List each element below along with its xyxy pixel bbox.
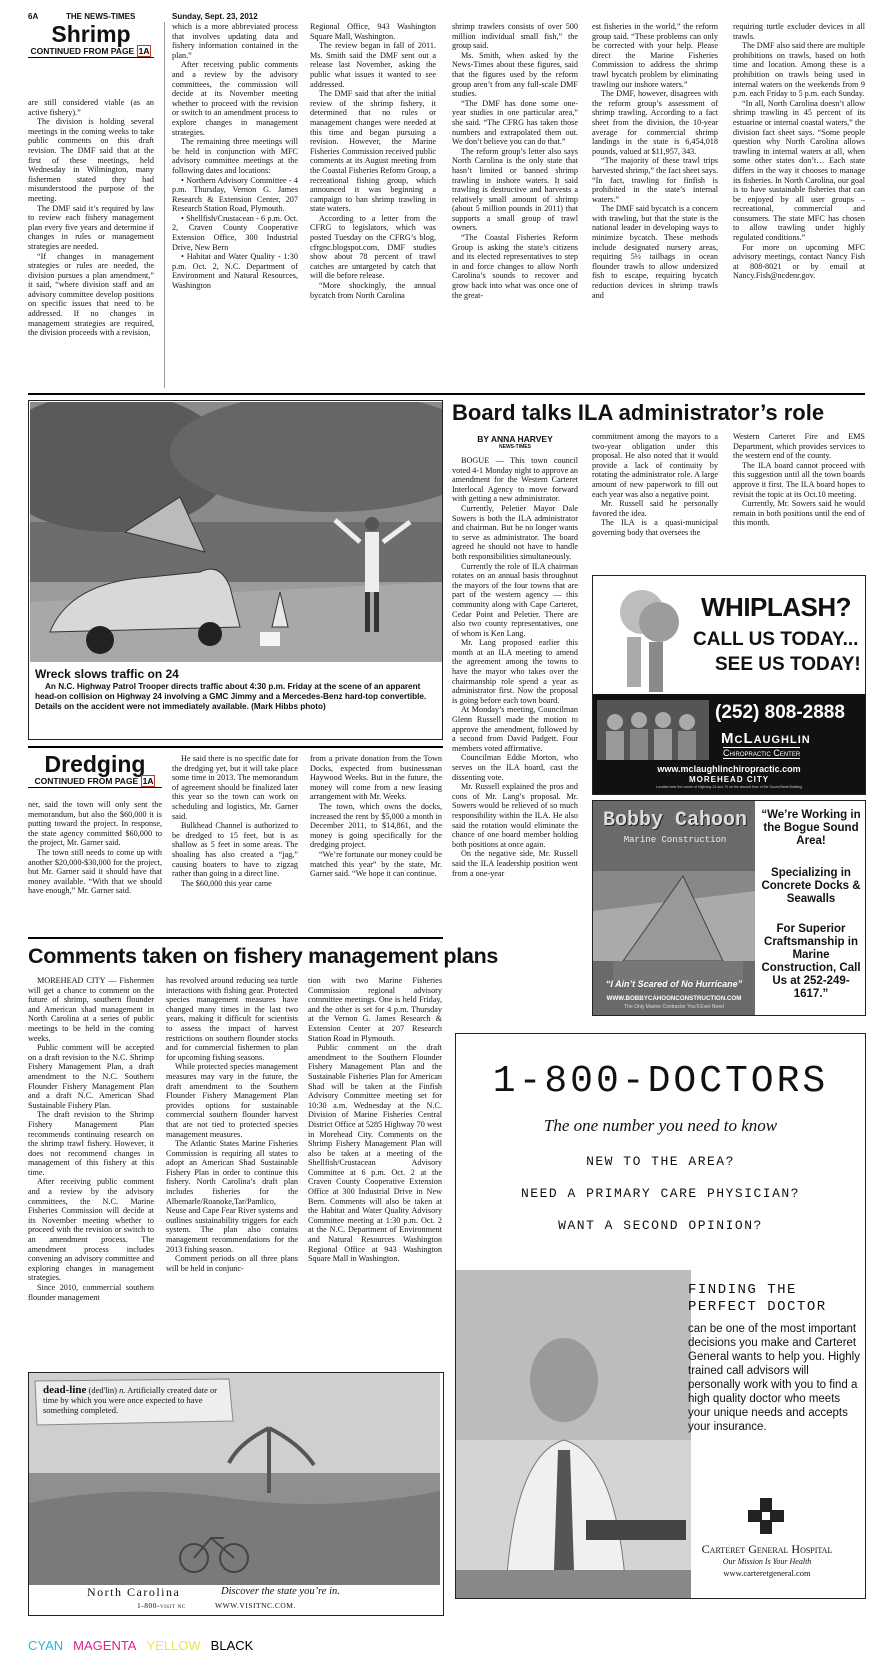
cahoon-sub: Marine Construction: [623, 835, 727, 845]
section-rule: [28, 937, 443, 939]
skeleton-illustration: [597, 582, 697, 697]
cahoon-name: Bobby Cahoon: [602, 809, 748, 832]
visitnc-slogan: Discover the state you’re in.: [221, 1586, 340, 1597]
shrimp-continued: CONTINUED FROM PAGE 1A: [28, 46, 154, 58]
shrimp-col-5: est fisheries in the world,” the reform group said. “These problems can only be corrected with your help. Please direct the Marine Fisheries Commission to address the shrimp trawl bycatch problem by eliminating trawling our inshore waters.” The DMF, however, disagrees with the reform group’s assessment of shrimp trawling. According to a fact sheet from the division, the 10-year average for commercial shrimp landings in the state is 6,454,018 pounds, valued at $11,957, 343. “The majority of these trawl trips harvested shrimp,” the fact sheet says. “In fact, trawling for finfish is prohibited in the state’s internal waters.” The DMF said bycatch is a concern with trawling, but that the state is the national leader in developing ways to minimize bycatch. These methods include designated nursery areas, requiring 5½ tailbags in ocean flounder trawls to allow undersized fish to escape, requiring bycatch reduction devices in shrimp trawls and: [592, 22, 718, 300]
doctors-body: can be one of the most important decisions you make and Carteret General wants to help you. Highly trained call advisors will personally work with you to find a high quality doctor who meets your unique needs and accepts your insurance.: [688, 1323, 860, 1433]
shrimp-col-2: which is a more abbreviated process that involves updating data and fishery information contained in the plan.” After receiving public comments and a review by the advisory committees, the commission will decide at its November meeting whether to proceed with the revision or switch to an amendment process to explore changes in management strategies. The remaining three meetings will be held in conjunction with MFC advisory committee meetings at the following dates and locations: • Northern Advisory Committee - 4 p.m. Thursday, Vernon G. James Research & Extension Center, 207 Research Station Road, Plymouth. • Shellfish/Crustacean - 6 p.m. Oct. 2, Craven County Cooperative Extension Office, 300 Industrial Drive, New Bern • Habitat and Water Quality - 1:30 p.m. Oct. 2, N.C. Department of Environment and Natural Resources, Washington: [172, 22, 298, 291]
wreck-caption: An N.C. Highway Patrol Trooper directs traffic about 4:30 p.m. Friday at the scene of an apparent head-on collision on Highway 24 involving a GMC Jimmy and a Mercedes-Benz hard-top convertible. Details on the accident were not immediately available. (Mark Hibbs photo): [35, 682, 427, 711]
visitnc-phone[interactable]: 1-800-visit nc: [137, 1601, 186, 1610]
page-number: 6A: [28, 12, 39, 21]
color-black: BLACK: [210, 1638, 254, 1653]
doctor-photo: [456, 1270, 691, 1598]
dredging-col-3: from a private donation from the Town Docks, expected from businessman Haywood Weeks. But in the future, the money will come from a new leasing arrangement with Mr. Weeks. The town, which owns the docks, increased the rent by $5,000 a month in December 2011, to $14,861, and the money is going specifically for the dredging project. “We’re fortunate our money could be matched this year” by the state, Mr. Garner said. “We hope it can continue.: [310, 754, 442, 879]
shrimp-title: Shrimp: [51, 21, 131, 47]
mclaughlin-city: MOREHEAD CITY: [688, 775, 770, 784]
color-bar: [28, 1638, 253, 1653]
whiplash-phone[interactable]: (252) 808-2888: [715, 702, 845, 723]
shrimp-col-1: are still considered viable (as an active fishery).” The division is holding several meetings in the coming weeks to take public comments on this draft revision. The DMF said that at the first of these meetings, held Wednesday in Wilmington, many fishermen stated they had misunderstood the purpose of the meeting. The DMF said it’s required by law to review each fishery management plan every five years and determine if changes in rules or management strategies are needed. “If changes in management strategies or rules are needed, the division pursues a plan amendment,” it said, “where division staff and an advisory committee develop positions on specific issues that need to be addressed. If no changes in management strategies are required, the division proceeds with a revision,: [28, 98, 154, 338]
cahoon-tagline: The Only Marine Contractor You’ll Ever Need: [624, 1004, 724, 1010]
hospital-name: Carteret General Hospital: [701, 1542, 833, 1556]
staff-photo: [597, 700, 709, 760]
definition-word: dead-line: [43, 1384, 87, 1396]
definition-block: [43, 1385, 233, 1415]
section-rule: [28, 746, 443, 748]
definition-pos: n.: [119, 1385, 126, 1395]
wreck-photo: [30, 402, 442, 662]
dredging-col-2: He said there is no specific date for the dredging yet, but it will take place some time in 2013. The memorandum of agreement should be finalized later this year so the town can work on scheduling and logistics, Mr. Garner said. Bulkhead Channel is authorized to be dredged to 15 feet, but is as shallow as 5 feet in some areas. The shoaling has also created a “jag,” causing boaters to have to zigzag rather than going in a direct line. The $60,000 this year came: [172, 754, 298, 888]
cahoon-text-2: Specializing in Concrete Docks & Seawalls: [761, 867, 861, 905]
mclaughlin-url[interactable]: www.mclaughlinchiropractic.com: [657, 764, 801, 774]
whiplash-headline: WHIPLASH?: [701, 592, 852, 622]
shrimp-page-ref[interactable]: 1A: [138, 46, 150, 56]
shrimp-col-4: shrimp trawlers consists of over 500 million individual small fish,” the group said. Ms. Smith, when asked by the News-Times about these figures, said that the figures used by the reform group aren’t from any full-scale DMF studies. “The DMF has done some one-year studies in one particular area,” she said. “The CFRG has taken those numbers and extrapolated them out. We don’t believe you can do that.” The reform group’s letter also says North Carolina is the only state that hasn’t limited or banned shrimp trawling in inshore waters. It said trawling is destructive and harvests a relatively small amount of shrimp (about 5 million pounds in 2011) that supports a small group of trawl owners. “The Coastal Fisheries Reform Group is asking the state’s citizens and its elected representatives to step in and force changes to allow North Carolina’s sounds to recover and grow back into what was once one of the great-: [452, 22, 578, 300]
color-cyan: CYAN: [28, 1638, 64, 1653]
cahoon-slogan: “I Ain’t Scared of No Hurricane”: [605, 979, 743, 989]
whiplash-ad[interactable]: [592, 575, 866, 795]
fishery-col-2: has revolved around reducing sea turtle interactions with fishing gear. Protected species management measures have changed many times in the last two years, making it difficult for scientists to assess the impact of harvest restrictions on southern flounder stocks and for commercial fishermen to plan for upcoming fishing seasons. While protected species management measures may vary in the future, the draft amendment to the Southern Flounder Fishery Management Plan provides options for sustainable commercial southern flounder harvest that are not tied to protected species management measures. The Atlantic States Marine Fisheries Commission is requiring all states to adopt an American Shad Sustainable Fishery Plan in order to continue this fishery. North Carolina’s draft plan includes fisheries for the Albemarle/Roanoke,Tar/Pamlico, Neuse and Cape Fear River systems and outlines sustainability triggers for each system. The plan also contains management recommendations for the 2013 fishing season. Comment periods on all three plans will be held in conjunc-: [166, 976, 298, 1273]
shrimp-col-3: Regional Office, 943 Washington Square Mall, Washington. The review began in fall of 2011. Ms. Smith said the DMF sent out a release last November, asking the public what issues it wanted to see addressed. The DMF said that after the initial review of the shrimp fishery, it determined that no rules or management changes were needed at this time and began pursuing a revision. However, the Marine Fisheries Commission received public comments at its August meeting from the Coastal Fisheries Reform Group, a recreational fishing group, which announced it was beginning a campaign to ban shrimp trawling in state waters. According to a letter from the CFRG to legislators, which was posted Tuesday on the CFRG’s blog, cfrgnc.blogspot.com, DMF studies show about 78 percent of trawl catches are untargeted by catch that will die before release. “More shockingly, the annual bycatch from North Carolina: [310, 22, 436, 300]
whiplash-line-2: CALL US TODAY...: [693, 629, 859, 650]
shrimp-jump-head: [28, 22, 154, 58]
fishery-col-3: tion with two Marine Fisheries Commission regional advisory committee meetings. One is held Friday, and the other is set for 4 p.m. Thursday at the Vernon G. James Research & Extension Center at 207 Research Station Road in Plymouth. Public comment on the draft amendment to the Southern Flounder Fishery Management Plan and the Sustainable Fisheries Plan for American Shad will be taken at the Finfish Advisory Committee meeting set for 10:30 a.m. Wednesday at the N.C. Division of Marine Fisheries Central District Office at 5285 Highway 70 west in Morehead City. Comments on the Shrimp Fishery Management Plan will also be taken at a meeting of the Shellfish/Crustacean Advisory Committee at 6 p.m. Oct. 2 at the Craven County Cooperative Extension Office at 300 Industrial Drive in New Bern. Comments will also be taken at the Habitat and Water Quality Advisory Committee meeting at 1:30 p.m. Oct. 2 at the N.C. Department of Environment and Natural Resources Washington Regional Office at 943 Washington Square Mall in Washington.: [308, 976, 442, 1264]
doctors-headline: 1-800-DOCTORS: [492, 1060, 829, 1103]
wreck-photo-box: [28, 400, 443, 740]
mclaughlin-sub: Chiropractic Center: [723, 748, 801, 758]
board-col-2: commitment among the mayors to a two-year obligation under this proposal. He also noted that it would provide a lack of continuity by rotating the administrator role. A large amount of new paperwork to fill out each year was also a negative point. Mr. Russell said he personally favored the idea. The ILA is a quasi-municipal governing body that oversees the: [592, 432, 718, 537]
dredging-continued: CONTINUED FROM PAGE 1A: [28, 776, 162, 788]
section-rule: [28, 393, 865, 395]
board-staff: NEWS-TIMES: [499, 444, 531, 450]
cahoon-text-3: For Superior Craftsmanship in Marine Construction, Call Us at 252-249-1617.”: [761, 923, 861, 1000]
doctors-q2: NEED A PRIMARY CARE PHYSICIAN?: [520, 1186, 801, 1201]
dredging-page-ref[interactable]: 1A: [142, 776, 154, 786]
board-col-3: Western Carteret Fire and EMS Department, which provides services to the western end of the county. The ILA board cannot proceed with this suggestion until all the town boards approve it first. The ILA board hopes to revisit the topic at its Oct.10 meeting. Currently, Mr. Sowers said he would remain in both positions until the end of this month.: [733, 432, 865, 528]
wreck-headline: Wreck slows traffic on 24: [35, 667, 179, 681]
shrimp-col-6: requiring turtle excluder devices in all trawls. The DMF also said there are multiple prohibitions on trawls, based on both time and location. Among these is a prohibition on trawls being used in internal waters on the weekends from 9 p.m. each Friday to 5 p.m. each Sunday. “In all, North Carolina doesn’t allow shrimp trawling in 45 percent of its estuarine or internal coastal waters,” the division fact sheet says. “Some people question why North Carolina allows trawling in internal waters at all, when some other states don’t… Each state differs in the way it chooses to manage its fisheries. In North Carolina, our goal is to have sustainable fisheries that can be enjoyed by all user groups – recreational, commercial and consumers. The state MFC has chosen to allow trawling under highly regulated conditions.” For more on upcoming MFC advisory meetings, contact Nancy Fish at 808-8021 or by email at Nancy.Fish@ncdenr.gov.: [733, 22, 865, 281]
hospital-url[interactable]: www.carteretgeneral.com: [723, 1568, 811, 1578]
color-magenta: MAGENTA: [73, 1638, 137, 1653]
fishery-col-1: MOREHEAD CITY — Fishermen will get a chance to comment on the future of shrimp, southern flounder and American shad management in North Carolina at a series of public meetings to be held in the coming weeks. Public comment will be accepted on a draft revision to the N.C. Shrimp Fishery Management Plan, a draft amendment to the N.C. Southern Flounder Fishery Management Plan and a draft N.C. American Shad Sustainable Fishery Plan. The draft revision to the Shrimp Fishery Management Plan recommends continuing research on the shrimp trawl fishery. However, it does not recommend changes in management of this fishery at this time. After receiving public comment and a review by the advisory committees, the N.C. Marine Fisheries Commission will decide at its November meeting whether to proceed with the revision or switch to an amendment process. The amendment process includes convening an advisory committee and exploring changes in management strategies. Since 2010, commercial southern flounder management: [28, 976, 154, 1302]
fishery-headline: Comments taken on fishery management plans: [28, 944, 499, 968]
whiplash-footer: [593, 694, 865, 794]
dredging-col-1: ner, said the town will only sent the memorandum, but also the $60,000 it is putting toward the project. In response, the state agency committed $60,000 to the project, Mr. Garner said. The town still needs to come up with another $20,000-$30,000 for the project, but Mr. Garner said it should have that money available. “With that we should have enough,” Mr. Garner said.: [28, 800, 162, 896]
whiplash-line-3: SEE US TODAY!: [715, 654, 861, 675]
color-yellow: YELLOW: [146, 1638, 201, 1653]
cahoon-text-1: “We’re Working in the Bogue Sound Area!: [761, 809, 861, 847]
issue-date: Sunday, Sept. 23, 2012: [172, 12, 258, 21]
board-headline: Board talks ILA administrator’s role: [452, 400, 825, 425]
doctors-q3: WANT A SECOND OPINION?: [558, 1218, 763, 1233]
doctors-q1: NEW TO THE AREA?: [586, 1154, 735, 1169]
doctors-tagline: The one number you need to know: [543, 1116, 778, 1135]
cahoon-image: [593, 801, 755, 1015]
dredging-title: Dredging: [44, 751, 146, 777]
definition-pron: (ded'lin): [88, 1385, 117, 1395]
paper-name: THE NEWS-TIMES: [66, 12, 136, 21]
hospital-mission: Our Mission Is Your Health: [722, 1557, 812, 1566]
cahoon-ad[interactable]: [592, 800, 866, 1016]
hospital-logo-icon: [746, 1496, 786, 1536]
visitnc-state: North Carolina: [87, 1585, 181, 1599]
dredging-jump-head: [28, 752, 162, 788]
mclaughlin-fine: Located near the corner of Highway 24 and 70 on the second floor of the Sound Bank Building: [656, 785, 802, 789]
visitnc-ad[interactable]: [28, 1372, 444, 1616]
board-col-1: BOGUE — This town council voted 4-1 Monday night to approve an amendment for the Western Carteret Interlocal Agency to move forward with getting a new administrator. Currently, Peletier Mayor Dale Sowers is both the ILA administrator and chairman. But he no longer wants to serve as administrator. The board agreed he should not have to handle both responsibilities simultaneously. Currently the role of ILA chairman rotates on an annual basis throughout the mayors of the four towns that are part of the western agency — this community along with Cape Carteret, Cedar Point and Peletier. There are also two county representatives, one of whom is Ken Lang. Mr. Lang proposed earlier this month at an ILA meeting to amend the agreement among the towns to have the mayor who takes over the chairmanship role spend a year as administrator first. Now the proposal is going before each town board. At Monday’s meeting, Councilman Glenn Russell made the motion to approve the amendment, followed by a second from David Padgett. Four members voted affirmative. Councilman Eddie Morton, who serves on the ILA board, cast the dissenting vote. Mr. Russell explained the pros and cons of Mr. Lang’s proposal. Mr. Sowers would be relieved of so much responsibility within the ILA. He also said the rotation would eliminate the chance of one board member holding both positions at once again. On the negative side, Mr. Russell said the ILA leadership position went from a one-year: [452, 456, 578, 878]
board-byline: BY ANNA HARVEY: [477, 434, 553, 444]
definition-text: Artificially created date or time by which you were once expected to have something completed.: [43, 1385, 218, 1415]
doctors-ad[interactable]: [455, 1033, 866, 1599]
doctors-heading: FINDING THE PERFECT DOCTOR: [688, 1282, 827, 1315]
cahoon-url[interactable]: WWW.BOBBYCAHOONCONSTRUCTION.COM: [606, 995, 742, 1002]
mclaughlin-brand: McLaughlin: [721, 730, 811, 747]
column-rule: [164, 22, 165, 388]
visitnc-url[interactable]: WWW.VISITNC.COM.: [215, 1601, 296, 1610]
